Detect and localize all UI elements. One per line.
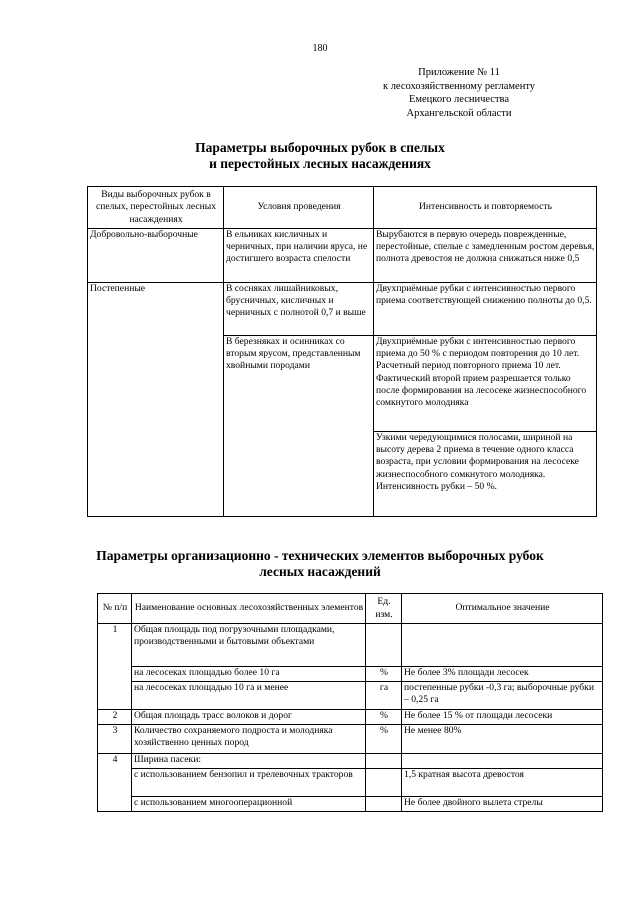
t2-cell-name: с использованием многооперационной <box>132 797 366 812</box>
t2-cell-value: Не менее 80% <box>402 725 603 754</box>
t1-cell-intensity: Узкими чередующимися полосами, шириной на высоту дерева 2 приема в течение одного класса возраста, при условии формирования на лесосеке жизнеспособного сомкнутого молодняка. Интенсивность рубки – 50 %. <box>374 432 597 517</box>
t2-cell-unit: га <box>366 682 402 710</box>
t2-cell-name: Количество сохраняемого подроста и молодняка хозяйственно ценных пород <box>132 725 366 754</box>
technical-elements-table <box>97 593 603 812</box>
table1-title-line-1: Параметры выборочных рубок в спелых <box>195 140 445 155</box>
selective-cutting-table <box>87 186 597 517</box>
t2-cell-unit: % <box>366 710 402 725</box>
t1-cell-conditions: В березняках и осинниках со вторым ярусом, представленным хвойными породами <box>224 336 374 517</box>
table-row <box>98 710 603 725</box>
appendix-line-3: Емецкого лесничества <box>408 94 510 106</box>
t1-cell-conditions: В сосняках лишайниковых, брусничных, кисличных и черничных с полнотой 0,7 и выше <box>224 283 374 336</box>
t1-header-intensity: Интенсивность и повторяемость <box>374 187 597 229</box>
t2-cell-unit: % <box>366 725 402 754</box>
t2-header-num: № п/п <box>98 594 132 624</box>
appendix-line-2: к лесохозяйственному регламенту <box>382 80 536 92</box>
t2-cell-value: 1,5 кратная высота древостоя <box>402 769 603 797</box>
table-row <box>98 797 603 812</box>
table-row <box>98 754 603 769</box>
t2-cell-num: 4 <box>98 754 132 812</box>
t2-header-name: Наименование основных лесохозяйственных элементов <box>132 594 366 624</box>
t2-cell-name: на лесосеках площадью 10 га и менее <box>132 682 366 710</box>
t2-cell-value: Не более 3% площади лесосек <box>402 667 603 682</box>
appendix-header <box>329 66 589 120</box>
table-row <box>88 283 597 336</box>
t2-cell-name: Общая площадь трасс волоков и дорог <box>132 710 366 725</box>
table2-title <box>0 548 640 580</box>
t2-cell-unit: % <box>366 667 402 682</box>
table1-title-line-2: и перестойных лесных насаждениях <box>209 156 431 171</box>
t2-cell-name: с использованием бензопил и трелевочных тракторов <box>132 769 366 797</box>
t2-cell-name: Общая площадь под погрузочными площадками, производственными и бытовыми объектами <box>132 624 366 667</box>
table-row <box>88 229 597 283</box>
t1-cell-type: Постепенные <box>88 283 224 517</box>
t2-cell-num: 2 <box>98 710 132 725</box>
t2-cell-value: постепенные рубки -0,3 га; выборочные рубки – 0,25 га <box>402 682 603 710</box>
t1-cell-intensity: Двухприёмные рубки с интенсивностью первого приема до 50 % с периодом повторения до 10 лет. Расчетный период повторного приема 10 лет. Фактический второй прием разрешается только после формирования на лесосеке жизнеспособного сомкнутого молодняка <box>374 336 597 432</box>
t2-header-value: Оптимальное значение <box>402 594 603 624</box>
appendix-line-4: Архангельской области <box>406 107 512 119</box>
t1-cell-intensity: Двухприёмные рубки с интенсивностью первого приема соответствующей снижению полноты до 0,5. <box>374 283 597 336</box>
appendix-line-1: Приложение № 11 <box>418 67 500 78</box>
t2-cell-unit <box>366 769 402 797</box>
t1-header-types: Виды выборочных рубок в спелых, перестойных лесных насаждениях <box>88 187 224 229</box>
t2-cell-unit <box>366 624 402 667</box>
t2-cell-unit <box>366 754 402 769</box>
table-row <box>98 624 603 667</box>
t2-cell-unit <box>366 797 402 812</box>
t2-cell-value: Не более 15 % от площади лесосеки <box>402 710 603 725</box>
table-row <box>98 667 603 682</box>
t2-cell-value <box>402 754 603 769</box>
table-row <box>98 725 603 754</box>
t2-cell-num: 3 <box>98 725 132 754</box>
t2-cell-value <box>402 624 603 667</box>
t1-header-conditions: Условия проведения <box>224 187 374 229</box>
t1-cell-type: Добровольно-выборочные <box>88 229 224 283</box>
t1-cell-conditions: В ельниках кисличных и черничных, при наличии яруса, не достигшего возраста спелости <box>224 229 374 283</box>
t2-header-unit: Ед. изм. <box>366 594 402 624</box>
t1-cell-intensity: Вырубаются в первую очередь поврежденные, перестойные, спелые с замедленным ростом деревья, полнота древостоя не должна снижаться ниже 0,5 <box>374 229 597 283</box>
t2-cell-value: Не более двойного вылета стрелы <box>402 797 603 812</box>
table2-title-line-2: лесных насаждений <box>259 564 381 579</box>
table1-title <box>0 140 640 172</box>
table2-title-line-1: Параметры организационно - технических элементов выборочных рубок <box>96 548 544 563</box>
page-number: 180 <box>312 43 328 54</box>
t2-cell-name: Ширина пасеки: <box>132 754 366 769</box>
table-row <box>98 682 603 710</box>
t2-cell-num: 1 <box>98 624 132 710</box>
table-row <box>98 769 603 797</box>
t2-cell-name: на лесосеках площадью более 10 га <box>132 667 366 682</box>
